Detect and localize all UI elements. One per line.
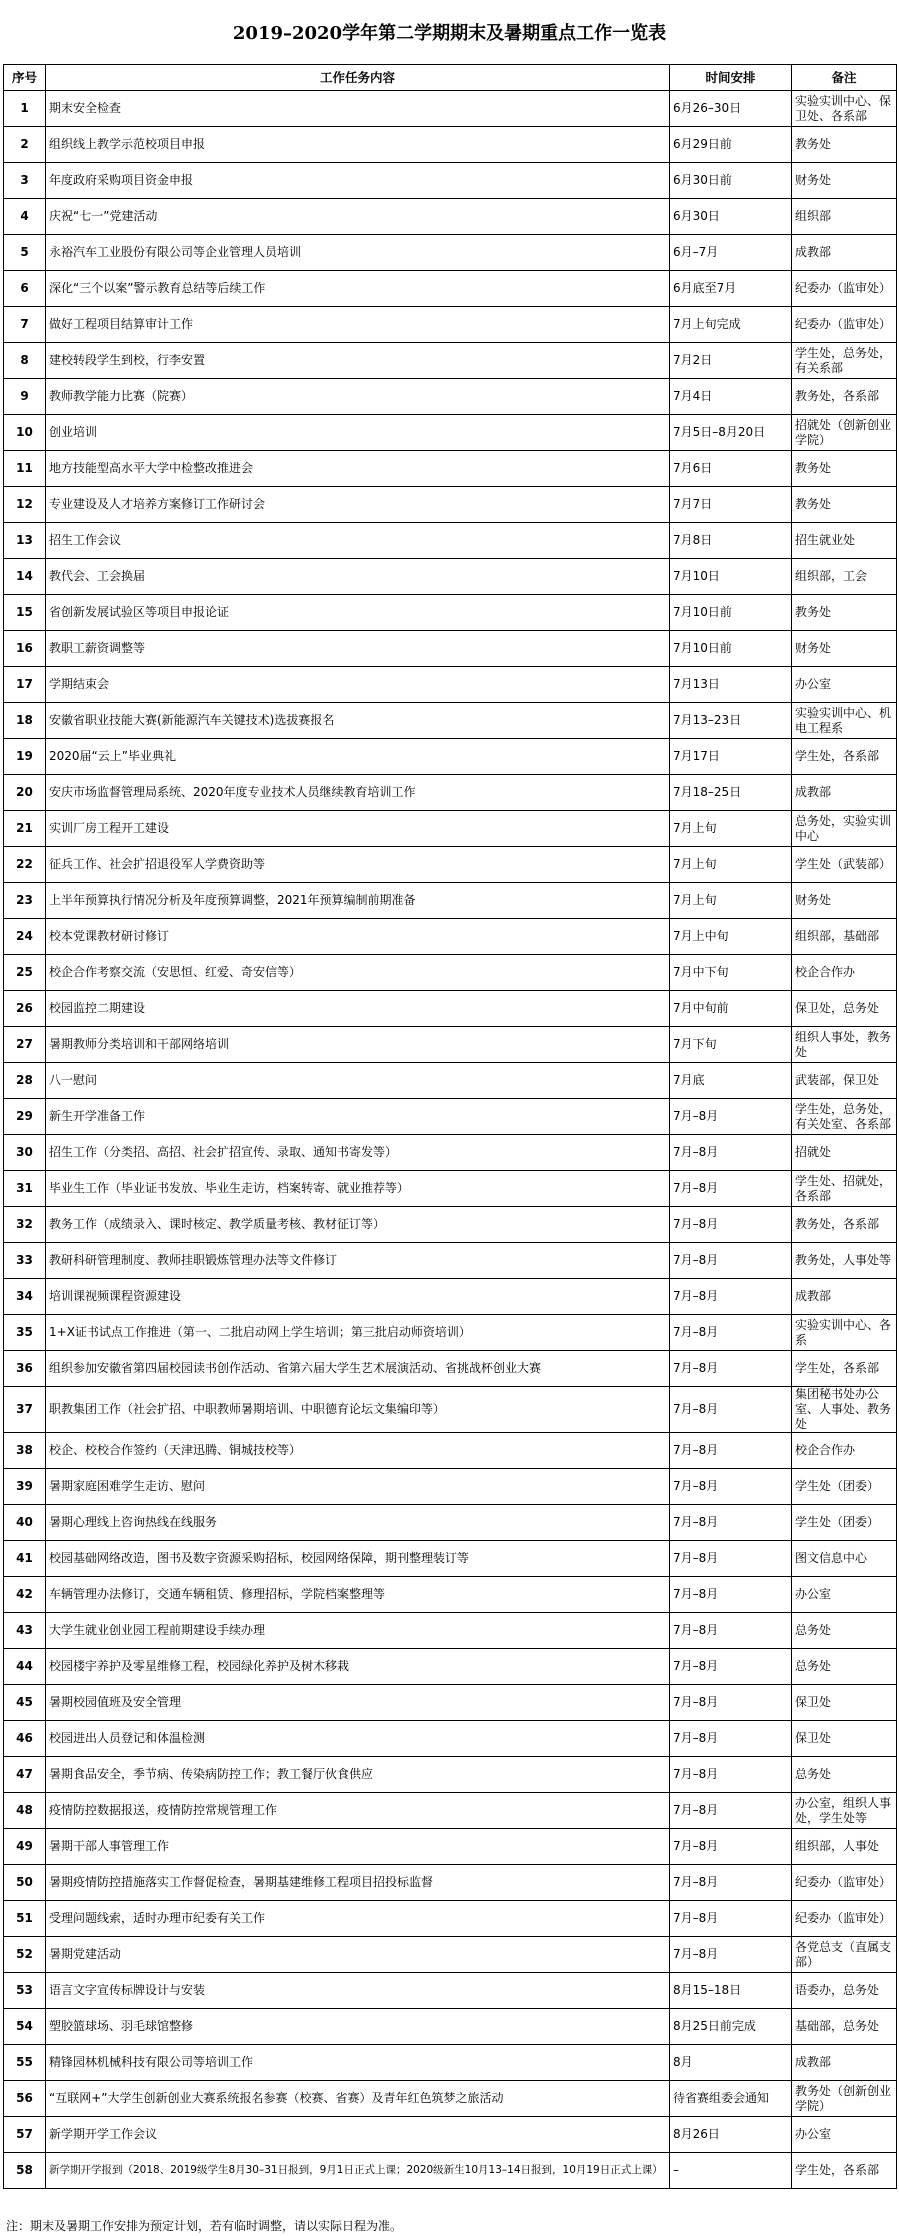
task-content: 年度政府采购项目资金申报	[46, 163, 670, 199]
remark: 成教部	[792, 775, 897, 811]
work-schedule-table	[3, 64, 897, 2189]
row-number: 39	[4, 1469, 46, 1505]
task-content: 1+X证书试点工作推进（第一、二批启动网上学生培训；第三批启动师资培训）	[46, 1315, 670, 1351]
task-content: 八一慰问	[46, 1063, 670, 1099]
remark: 实验实训中心、保卫处、各系部	[792, 91, 897, 127]
time-schedule: 7月上旬	[670, 847, 792, 883]
time-schedule: 7月–8月	[670, 1613, 792, 1649]
time-schedule: 7月中下旬	[670, 955, 792, 991]
task-content: 教务工作（成绩录入、课时核定、教学质量考核、教材征订等）	[46, 1207, 670, 1243]
table-row	[4, 1135, 897, 1171]
task-content: 校企合作考察交流（安思恒、红爱、奇安信等）	[46, 955, 670, 991]
table-row	[4, 739, 897, 775]
row-number: 31	[4, 1171, 46, 1207]
task-content: 车辆管理办法修订，交通车辆租赁、修理招标，学院档案整理等	[46, 1577, 670, 1613]
row-number: 16	[4, 631, 46, 667]
row-number: 10	[4, 415, 46, 451]
row-number: 37	[4, 1387, 46, 1433]
time-schedule: 7月5日–8月20日	[670, 415, 792, 451]
row-number: 58	[4, 2153, 46, 2189]
remark: 纪委办（监审处）	[792, 1865, 897, 1901]
table-row	[4, 163, 897, 199]
task-content: 新学期开学工作会议	[46, 2117, 670, 2153]
task-content: 受理问题线索，适时办理市纪委有关工作	[46, 1901, 670, 1937]
task-content: 校园楼宇养护及零星维修工程，校园绿化养护及树木移栽	[46, 1649, 670, 1685]
time-schedule: 8月15–18日	[670, 1973, 792, 2009]
time-schedule: 7月–8月	[670, 1171, 792, 1207]
table-row	[4, 523, 897, 559]
time-schedule: 8月26日	[670, 2117, 792, 2153]
task-content: 培训课视频课程资源建设	[46, 1279, 670, 1315]
table-row	[4, 1351, 897, 1387]
remark: 财务处	[792, 163, 897, 199]
task-content: “互联网+”大学生创新创业大赛系统报名参赛（校赛、省赛）及青年红色筑梦之旅活动	[46, 2081, 670, 2117]
remark: 办公室	[792, 667, 897, 703]
task-content: 组织参加安徽省第四届校园读书创作活动、省第六届大学生艺术展演活动、省挑战杯创业大赛	[46, 1351, 670, 1387]
table-row	[4, 1721, 897, 1757]
task-content: 新学期开学报到（2018、2019级学生8月30–31日报到，9月1日正式上课；2020级新生10月13–14日报到，10月19日正式上课）	[46, 2153, 670, 2189]
task-content: 精锋园林机械科技有限公司等培训工作	[46, 2045, 670, 2081]
time-schedule: 6月29日前	[670, 127, 792, 163]
row-number: 43	[4, 1613, 46, 1649]
row-number: 3	[4, 163, 46, 199]
time-schedule: 7月–8月	[670, 1207, 792, 1243]
row-number: 27	[4, 1027, 46, 1063]
row-number: 50	[4, 1865, 46, 1901]
remark: 校企合作办	[792, 1433, 897, 1469]
time-schedule: 7月6日	[670, 451, 792, 487]
remark: 实验实训中心、各系	[792, 1315, 897, 1351]
task-content: 毕业生工作（毕业证书发放、毕业生走访，档案转寄、就业推荐等）	[46, 1171, 670, 1207]
row-number: 35	[4, 1315, 46, 1351]
task-content: 安庆市场监督管理局系统、2020年度专业技术人员继续教育培训工作	[46, 775, 670, 811]
table-row	[4, 1793, 897, 1829]
time-schedule: 7月–8月	[670, 1099, 792, 1135]
task-content: 教研科研管理制度、教师挂职锻炼管理办法等文件修订	[46, 1243, 670, 1279]
table-row	[4, 1207, 897, 1243]
table-row	[4, 1315, 897, 1351]
row-number: 29	[4, 1099, 46, 1135]
time-schedule: 7月–8月	[670, 1433, 792, 1469]
row-number: 11	[4, 451, 46, 487]
remark: 学生处，各系部	[792, 1351, 897, 1387]
remark: 组织部，人事处	[792, 1829, 897, 1865]
task-content: 安徽省职业技能大赛(新能源汽车关键技术)选拔赛报名	[46, 703, 670, 739]
row-number: 21	[4, 811, 46, 847]
table-row	[4, 1901, 897, 1937]
table-body	[4, 91, 897, 2189]
table-row	[4, 1279, 897, 1315]
task-content: 期末安全检查	[46, 91, 670, 127]
row-number: 17	[4, 667, 46, 703]
time-schedule: 7月–8月	[670, 1541, 792, 1577]
task-content: 学期结束会	[46, 667, 670, 703]
task-content: 新生开学准备工作	[46, 1099, 670, 1135]
table-row	[4, 631, 897, 667]
remark: 成教部	[792, 235, 897, 271]
row-number: 28	[4, 1063, 46, 1099]
remark: 组织部，基础部	[792, 919, 897, 955]
remark: 集团秘书处办公室、人事处、教务处	[792, 1387, 897, 1433]
remark: 办公室	[792, 2117, 897, 2153]
table-row	[4, 2009, 897, 2045]
task-content: 校园进出人员登记和体温检测	[46, 1721, 670, 1757]
time-schedule: 7月–8月	[670, 1649, 792, 1685]
table-row	[4, 343, 897, 379]
header-num: 序号	[4, 65, 46, 91]
table-row	[4, 415, 897, 451]
row-number: 20	[4, 775, 46, 811]
task-content: 校园基础网络改造，图书及数字资源采购招标，校园网络保障，期刊整理装订等	[46, 1541, 670, 1577]
table-row	[4, 559, 897, 595]
task-content: 永裕汽车工业股份有限公司等企业管理人员培训	[46, 235, 670, 271]
task-content: 招生工作（分类招、高招、社会扩招宣传、录取、通知书寄发等）	[46, 1135, 670, 1171]
row-number: 25	[4, 955, 46, 991]
header-note: 备注	[792, 65, 897, 91]
time-schedule: 7月10日前	[670, 631, 792, 667]
table-row	[4, 1387, 897, 1433]
row-number: 40	[4, 1505, 46, 1541]
row-number: 57	[4, 2117, 46, 2153]
time-schedule: 7月–8月	[670, 1351, 792, 1387]
task-content: 塑胶篮球场、羽毛球馆整修	[46, 2009, 670, 2045]
task-content: 做好工程项目结算审计工作	[46, 307, 670, 343]
row-number: 55	[4, 2045, 46, 2081]
task-content: 暑期教师分类培训和干部网络培训	[46, 1027, 670, 1063]
row-number: 2	[4, 127, 46, 163]
time-schedule: 7月10日	[670, 559, 792, 595]
remark: 纪委办（监审处）	[792, 271, 897, 307]
row-number: 33	[4, 1243, 46, 1279]
table-row	[4, 2117, 897, 2153]
task-content: 暑期食品安全，季节病、传染病防控工作；教工餐厅伙食供应	[46, 1757, 670, 1793]
row-number: 1	[4, 91, 46, 127]
task-content: 组织线上教学示范校项目申报	[46, 127, 670, 163]
time-schedule: 待省赛组委会通知	[670, 2081, 792, 2117]
table-row	[4, 1505, 897, 1541]
time-schedule: 7月–8月	[670, 1793, 792, 1829]
row-number: 48	[4, 1793, 46, 1829]
remark: 学生处，各系部	[792, 739, 897, 775]
remark: 学生处（团委）	[792, 1469, 897, 1505]
remark: 学生处（武装部）	[792, 847, 897, 883]
document-title: 2019–2020学年第二学期期末及暑期重点工作一览表	[232, 23, 667, 44]
remark: 成教部	[792, 2045, 897, 2081]
row-number: 52	[4, 1937, 46, 1973]
time-schedule: 8月25日前完成	[670, 2009, 792, 2045]
time-schedule: 7月–8月	[670, 1315, 792, 1351]
table-row	[4, 1973, 897, 2009]
task-content: 疫情防控数据报送，疫情防控常规管理工作	[46, 1793, 670, 1829]
table-row	[4, 1613, 897, 1649]
table-row	[4, 1829, 897, 1865]
time-schedule: 7月–8月	[670, 1577, 792, 1613]
remark: 教务处	[792, 595, 897, 631]
table-row	[4, 991, 897, 1027]
table-row	[4, 1757, 897, 1793]
table-row	[4, 1243, 897, 1279]
table-row	[4, 811, 897, 847]
row-number: 49	[4, 1829, 46, 1865]
table-header-row	[4, 65, 897, 91]
task-content: 暑期党建活动	[46, 1937, 670, 1973]
task-content: 实训厂房工程开工建设	[46, 811, 670, 847]
remark: 组织人事处，教务处	[792, 1027, 897, 1063]
remark: 学生处，各系部	[792, 2153, 897, 2189]
table-row	[4, 883, 897, 919]
task-content: 暑期家庭困难学生走访、慰问	[46, 1469, 670, 1505]
remark: 招就处	[792, 1135, 897, 1171]
row-number: 24	[4, 919, 46, 955]
task-content: 大学生就业创业园工程前期建设手续办理	[46, 1613, 670, 1649]
time-schedule: 7月–8月	[670, 1243, 792, 1279]
row-number: 22	[4, 847, 46, 883]
row-number: 56	[4, 2081, 46, 2117]
header-task: 工作任务内容	[46, 65, 670, 91]
remark: 教务处	[792, 127, 897, 163]
time-schedule: 7月–8月	[670, 1937, 792, 1973]
table-row	[4, 2045, 897, 2081]
time-schedule: 7月–8月	[670, 1901, 792, 1937]
remark: 教务处，各系部	[792, 1207, 897, 1243]
time-schedule: 7月上旬	[670, 811, 792, 847]
table-row	[4, 487, 897, 523]
table-row	[4, 1937, 897, 1973]
remark: 教务处（创新创业学院）	[792, 2081, 897, 2117]
table-row	[4, 1865, 897, 1901]
remark: 教务处	[792, 487, 897, 523]
time-schedule: 7月4日	[670, 379, 792, 415]
task-content: 教代会、工会换届	[46, 559, 670, 595]
row-number: 34	[4, 1279, 46, 1315]
time-schedule: 6月26–30日	[670, 91, 792, 127]
remark: 办公室	[792, 1577, 897, 1613]
time-schedule: 7月13日	[670, 667, 792, 703]
row-number: 6	[4, 271, 46, 307]
row-number: 32	[4, 1207, 46, 1243]
row-number: 45	[4, 1685, 46, 1721]
remark: 总务处	[792, 1613, 897, 1649]
row-number: 53	[4, 1973, 46, 2009]
time-schedule: 6月底至7月	[670, 271, 792, 307]
table-row	[4, 1649, 897, 1685]
row-number: 18	[4, 703, 46, 739]
time-schedule: 7月7日	[670, 487, 792, 523]
table-row	[4, 2153, 897, 2189]
table-row	[4, 955, 897, 991]
time-schedule: 6月30日前	[670, 163, 792, 199]
remark: 总务处	[792, 1649, 897, 1685]
task-content: 教职工薪资调整等	[46, 631, 670, 667]
task-content: 暑期干部人事管理工作	[46, 1829, 670, 1865]
time-schedule: 7月8日	[670, 523, 792, 559]
row-number: 15	[4, 595, 46, 631]
row-number: 23	[4, 883, 46, 919]
task-content: 招生工作会议	[46, 523, 670, 559]
remark: 教务处，各系部	[792, 379, 897, 415]
remark: 教务处	[792, 451, 897, 487]
table-row	[4, 919, 897, 955]
table-row	[4, 1577, 897, 1613]
task-content: 建校转段学生到校，行李安置	[46, 343, 670, 379]
remark: 保卫处，总务处	[792, 991, 897, 1027]
table-row	[4, 595, 897, 631]
table-row	[4, 235, 897, 271]
remark: 武装部，保卫处	[792, 1063, 897, 1099]
table-row	[4, 703, 897, 739]
time-schedule: 7月10日前	[670, 595, 792, 631]
row-number: 38	[4, 1433, 46, 1469]
table-row	[4, 271, 897, 307]
row-number: 14	[4, 559, 46, 595]
row-number: 36	[4, 1351, 46, 1387]
remark: 基础部，总务处	[792, 2009, 897, 2045]
footnote: 注：期末及暑期工作安排为预定计划，若有临时调整，请以实际日程为准。	[6, 2219, 403, 2233]
time-schedule: 7月2日	[670, 343, 792, 379]
task-content: 暑期校园值班及安全管理	[46, 1685, 670, 1721]
remark: 各党总支（直属支部）	[792, 1937, 897, 1973]
table-row	[4, 847, 897, 883]
table-row	[4, 1171, 897, 1207]
task-content: 上半年预算执行情况分析及年度预算调整，2021年预算编制前期准备	[46, 883, 670, 919]
row-number: 54	[4, 2009, 46, 2045]
row-number: 42	[4, 1577, 46, 1613]
time-schedule: 7月–8月	[670, 1865, 792, 1901]
remark: 组织部	[792, 199, 897, 235]
remark: 图文信息中心	[792, 1541, 897, 1577]
remark: 纪委办（监审处）	[792, 307, 897, 343]
row-number: 8	[4, 343, 46, 379]
remark: 招就处（创新创业学院）	[792, 415, 897, 451]
time-schedule: 7月–8月	[670, 1721, 792, 1757]
time-schedule: 7月–8月	[670, 1387, 792, 1433]
remark: 招生就业处	[792, 523, 897, 559]
task-content: 暑期疫情防控措施落实工作督促检查，暑期基建维修工程项目招投标监督	[46, 1865, 670, 1901]
remark: 办公室，组织人事处，学生处等	[792, 1793, 897, 1829]
remark: 学生处，总务处，有关处室、各系部	[792, 1099, 897, 1135]
row-number: 30	[4, 1135, 46, 1171]
task-content: 专业建设及人才培养方案修订工作研讨会	[46, 487, 670, 523]
remark: 学生处，总务处，有关系部	[792, 343, 897, 379]
remark: 财务处	[792, 883, 897, 919]
table-row	[4, 775, 897, 811]
time-schedule: 7月–8月	[670, 1829, 792, 1865]
time-schedule: 7月17日	[670, 739, 792, 775]
row-number: 46	[4, 1721, 46, 1757]
table-row	[4, 1685, 897, 1721]
table-row	[4, 1469, 897, 1505]
task-content: 职教集团工作（社会扩招、中职教师暑期培训、中职德育论坛文集编印等）	[46, 1387, 670, 1433]
task-content: 校企、校校合作签约（天津迅腾、铜城技校等）	[46, 1433, 670, 1469]
remark: 成教部	[792, 1279, 897, 1315]
task-content: 校本党课教材研讨修订	[46, 919, 670, 955]
task-content: 深化“三个以案”警示教育总结等后续工作	[46, 271, 670, 307]
row-number: 4	[4, 199, 46, 235]
time-schedule: 7月–8月	[670, 1505, 792, 1541]
row-number: 9	[4, 379, 46, 415]
time-schedule: 7月底	[670, 1063, 792, 1099]
table-row	[4, 1099, 897, 1135]
table-row	[4, 199, 897, 235]
remark: 保卫处	[792, 1721, 897, 1757]
remark: 校企合作办	[792, 955, 897, 991]
table-row	[4, 1063, 897, 1099]
row-number: 26	[4, 991, 46, 1027]
time-schedule: 7月–8月	[670, 1279, 792, 1315]
time-schedule: 6月–7月	[670, 235, 792, 271]
time-schedule: 6月30日	[670, 199, 792, 235]
task-content: 庆祝“七一”党建活动	[46, 199, 670, 235]
time-schedule: 7月上旬完成	[670, 307, 792, 343]
table-row	[4, 2081, 897, 2117]
time-schedule: 7月上旬	[670, 883, 792, 919]
table-row	[4, 379, 897, 415]
remark: 财务处	[792, 631, 897, 667]
remark: 总务处	[792, 1757, 897, 1793]
remark: 学生处、招就处，各系部	[792, 1171, 897, 1207]
remark: 学生处（团委）	[792, 1505, 897, 1541]
remark: 实验实训中心、机电工程系	[792, 703, 897, 739]
task-content: 地方技能型高水平大学中检整改推进会	[46, 451, 670, 487]
table-row	[4, 1541, 897, 1577]
row-number: 19	[4, 739, 46, 775]
remark: 语委办，总务处	[792, 1973, 897, 2009]
row-number: 5	[4, 235, 46, 271]
row-number: 7	[4, 307, 46, 343]
time-schedule: –	[670, 2153, 792, 2189]
row-number: 51	[4, 1901, 46, 1937]
time-schedule: 7月–8月	[670, 1685, 792, 1721]
row-number: 47	[4, 1757, 46, 1793]
table-row	[4, 1027, 897, 1063]
header-time: 时间安排	[670, 65, 792, 91]
row-number: 12	[4, 487, 46, 523]
remark: 总务处，实验实训中心	[792, 811, 897, 847]
table-row	[4, 307, 897, 343]
time-schedule: 7月18–25日	[670, 775, 792, 811]
task-content: 2020届“云上”毕业典礼	[46, 739, 670, 775]
time-schedule: 7月–8月	[670, 1757, 792, 1793]
remark: 纪委办（监审处）	[792, 1901, 897, 1937]
table-row	[4, 1433, 897, 1469]
table-row	[4, 127, 897, 163]
time-schedule: 7月–8月	[670, 1135, 792, 1171]
task-content: 教师教学能力比赛（院赛）	[46, 379, 670, 415]
task-content: 校园监控二期建设	[46, 991, 670, 1027]
task-content: 征兵工作、社会扩招退役军人学费资助等	[46, 847, 670, 883]
remark: 保卫处	[792, 1685, 897, 1721]
time-schedule: 8月	[670, 2045, 792, 2081]
row-number: 41	[4, 1541, 46, 1577]
time-schedule: 7月13–23日	[670, 703, 792, 739]
table-row	[4, 451, 897, 487]
time-schedule: 7月中旬前	[670, 991, 792, 1027]
task-content: 省创新发展试验区等项目申报论证	[46, 595, 670, 631]
time-schedule: 7月下旬	[670, 1027, 792, 1063]
row-number: 44	[4, 1649, 46, 1685]
task-content: 暑期心理线上咨询热线在线服务	[46, 1505, 670, 1541]
time-schedule: 7月–8月	[670, 1469, 792, 1505]
task-content: 语言文字宣传标牌设计与安装	[46, 1973, 670, 2009]
remark: 组织部，工会	[792, 559, 897, 595]
remark: 教务处，人事处等	[792, 1243, 897, 1279]
table-row	[4, 667, 897, 703]
table-row	[4, 91, 897, 127]
task-content: 创业培训	[46, 415, 670, 451]
time-schedule: 7月上中旬	[670, 919, 792, 955]
row-number: 13	[4, 523, 46, 559]
